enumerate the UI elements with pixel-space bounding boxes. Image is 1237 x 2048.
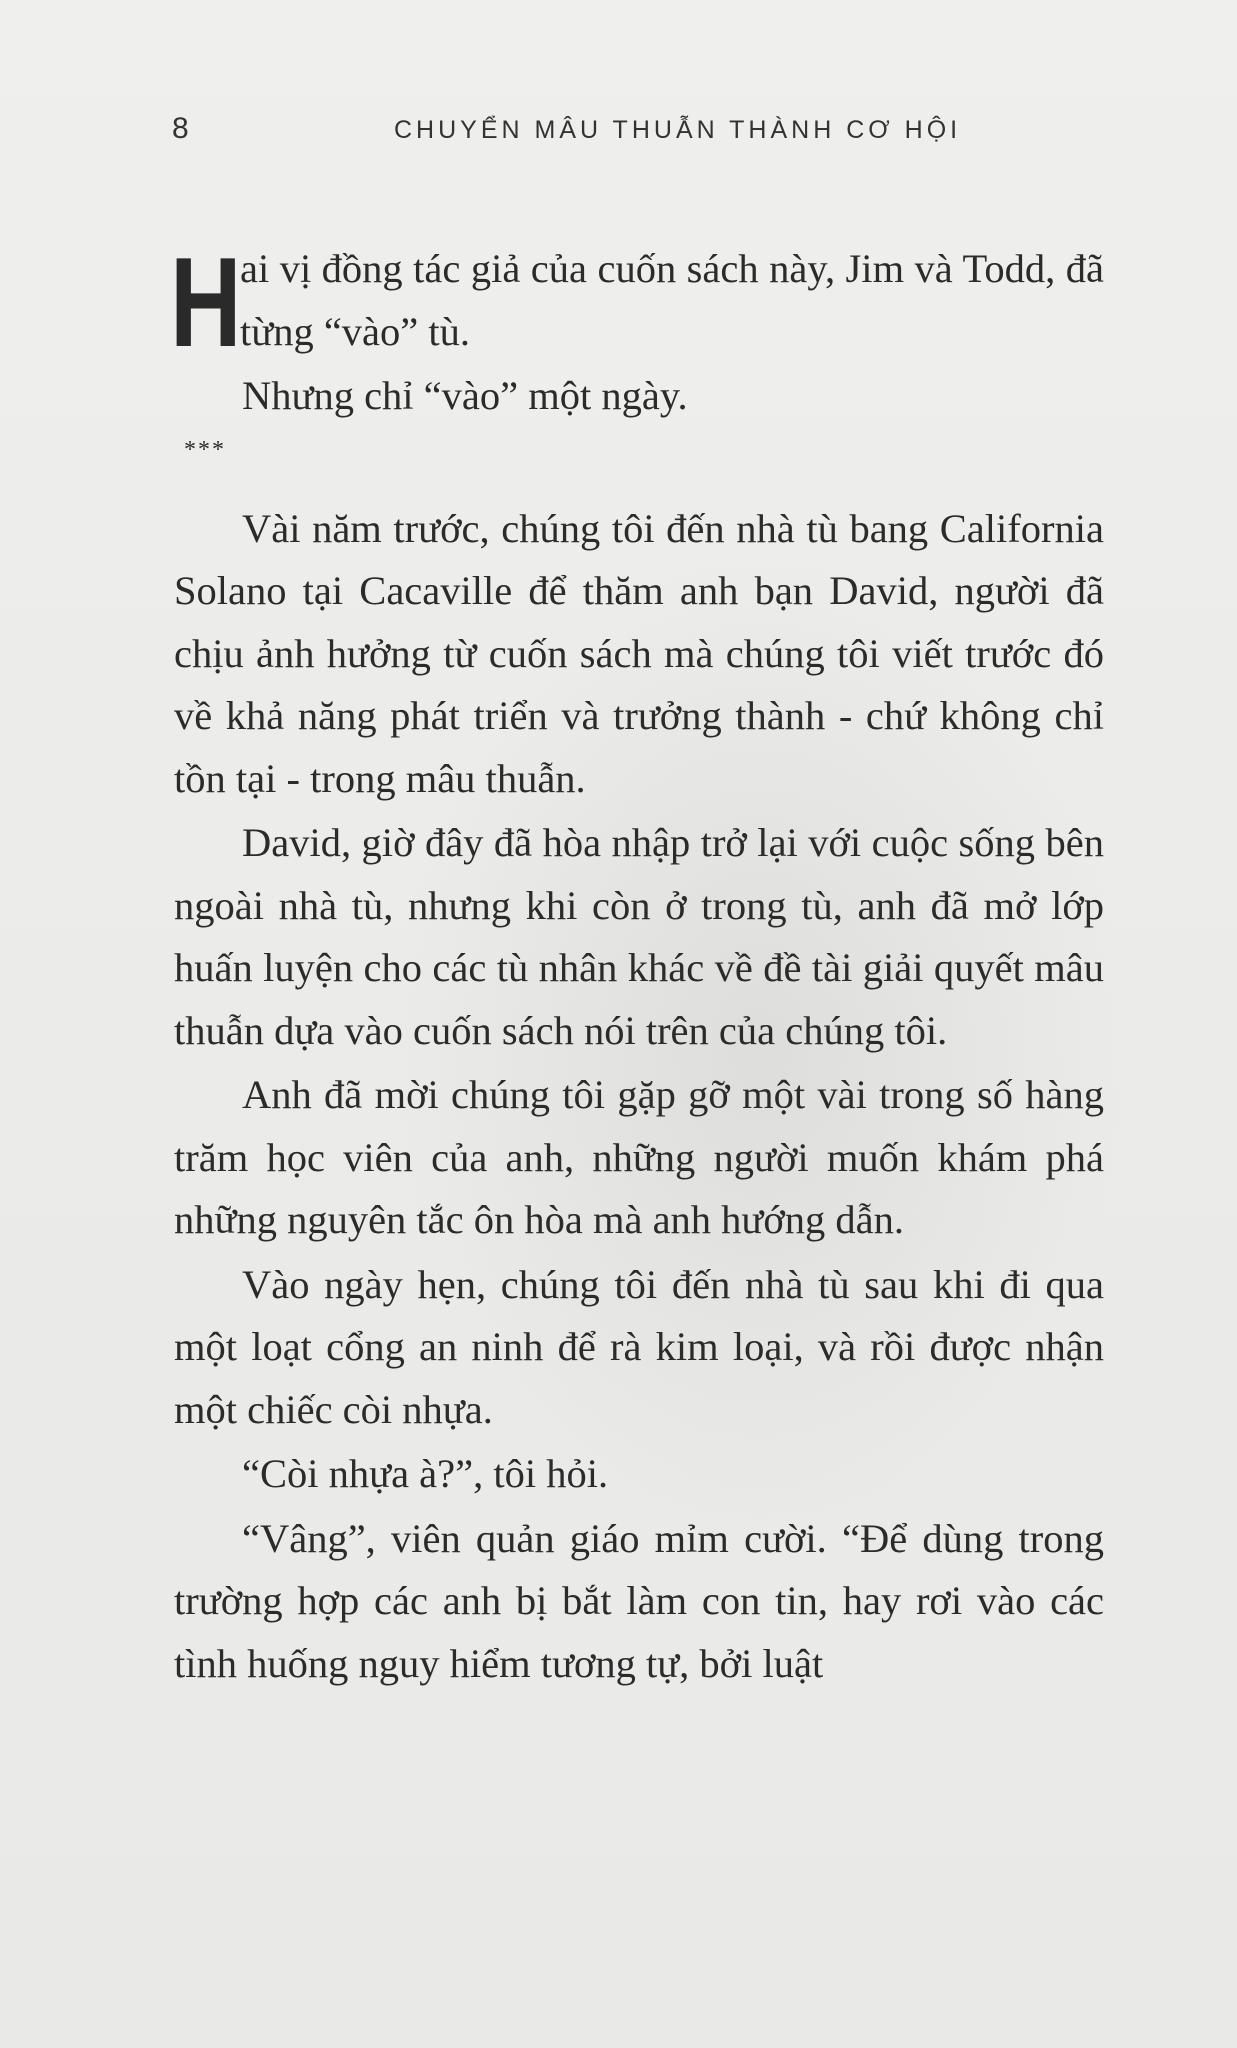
opening-paragraph	[170, 231, 1104, 373]
paragraph: Vào ngày hẹn, chúng tôi đến nhà tù sau khi đi qua một loạt cổng an ninh để rà kim loại, và rồi được nhận một chiếc còi nhựa.	[174, 1261, 1104, 1432]
running-header	[172, 112, 1132, 152]
paragraph: Vài năm trước, chúng tôi đến nhà tù bang California Solano tại Cacaville để thăm anh bạn David, người đã chịu ảnh hưởng từ cuốn sách mà chúng tôi viết trước đó về khả năng phát triển và trưởng thành - chứ không chỉ tồn tại - trong mâu thuẫn.	[174, 505, 1104, 801]
page-number: 8	[172, 112, 189, 145]
running-title: CHUYỂN MÂU THUẪN THÀNH CƠ HỘI	[394, 116, 962, 144]
drop-cap: H	[170, 231, 242, 373]
paragraph: Nhưng chỉ “vào” một ngày.	[242, 373, 688, 418]
body-text	[170, 231, 1104, 1697]
paragraph: Anh đã mời chúng tôi gặp gỡ một vài trong số hàng trăm học viên của anh, những người muốn khám phá những nguyên tắc ôn hòa mà anh hướng dẫn.	[174, 1072, 1104, 1242]
opening-text: ai vị đồng tác giả của cuốn sách này, Jim và Todd, đã từng “vào” tù.	[240, 246, 1104, 354]
paragraph: “Vâng”, viên quản giáo mỉm cười. “Để dùng trong trường hợp các anh bị bắt làm con tin, hay rơi vào các tình huống nguy hiểm tương tự, bởi luật	[174, 1515, 1104, 1686]
section-separator: ***	[184, 436, 226, 463]
paragraph: “Còi nhựa à?”, tôi hỏi.	[242, 1451, 609, 1496]
paragraph: David, giờ đây đã hòa nhập trở lại với cuộc sống bên ngoài nhà tù, nhưng khi còn ở trong tù, anh đã mở lớp huấn luyện cho các tù nhân khác về đề tài giải quyết mâu thuẫn dựa vào cuốn sách nói trên của chúng tôi.	[174, 820, 1104, 1053]
